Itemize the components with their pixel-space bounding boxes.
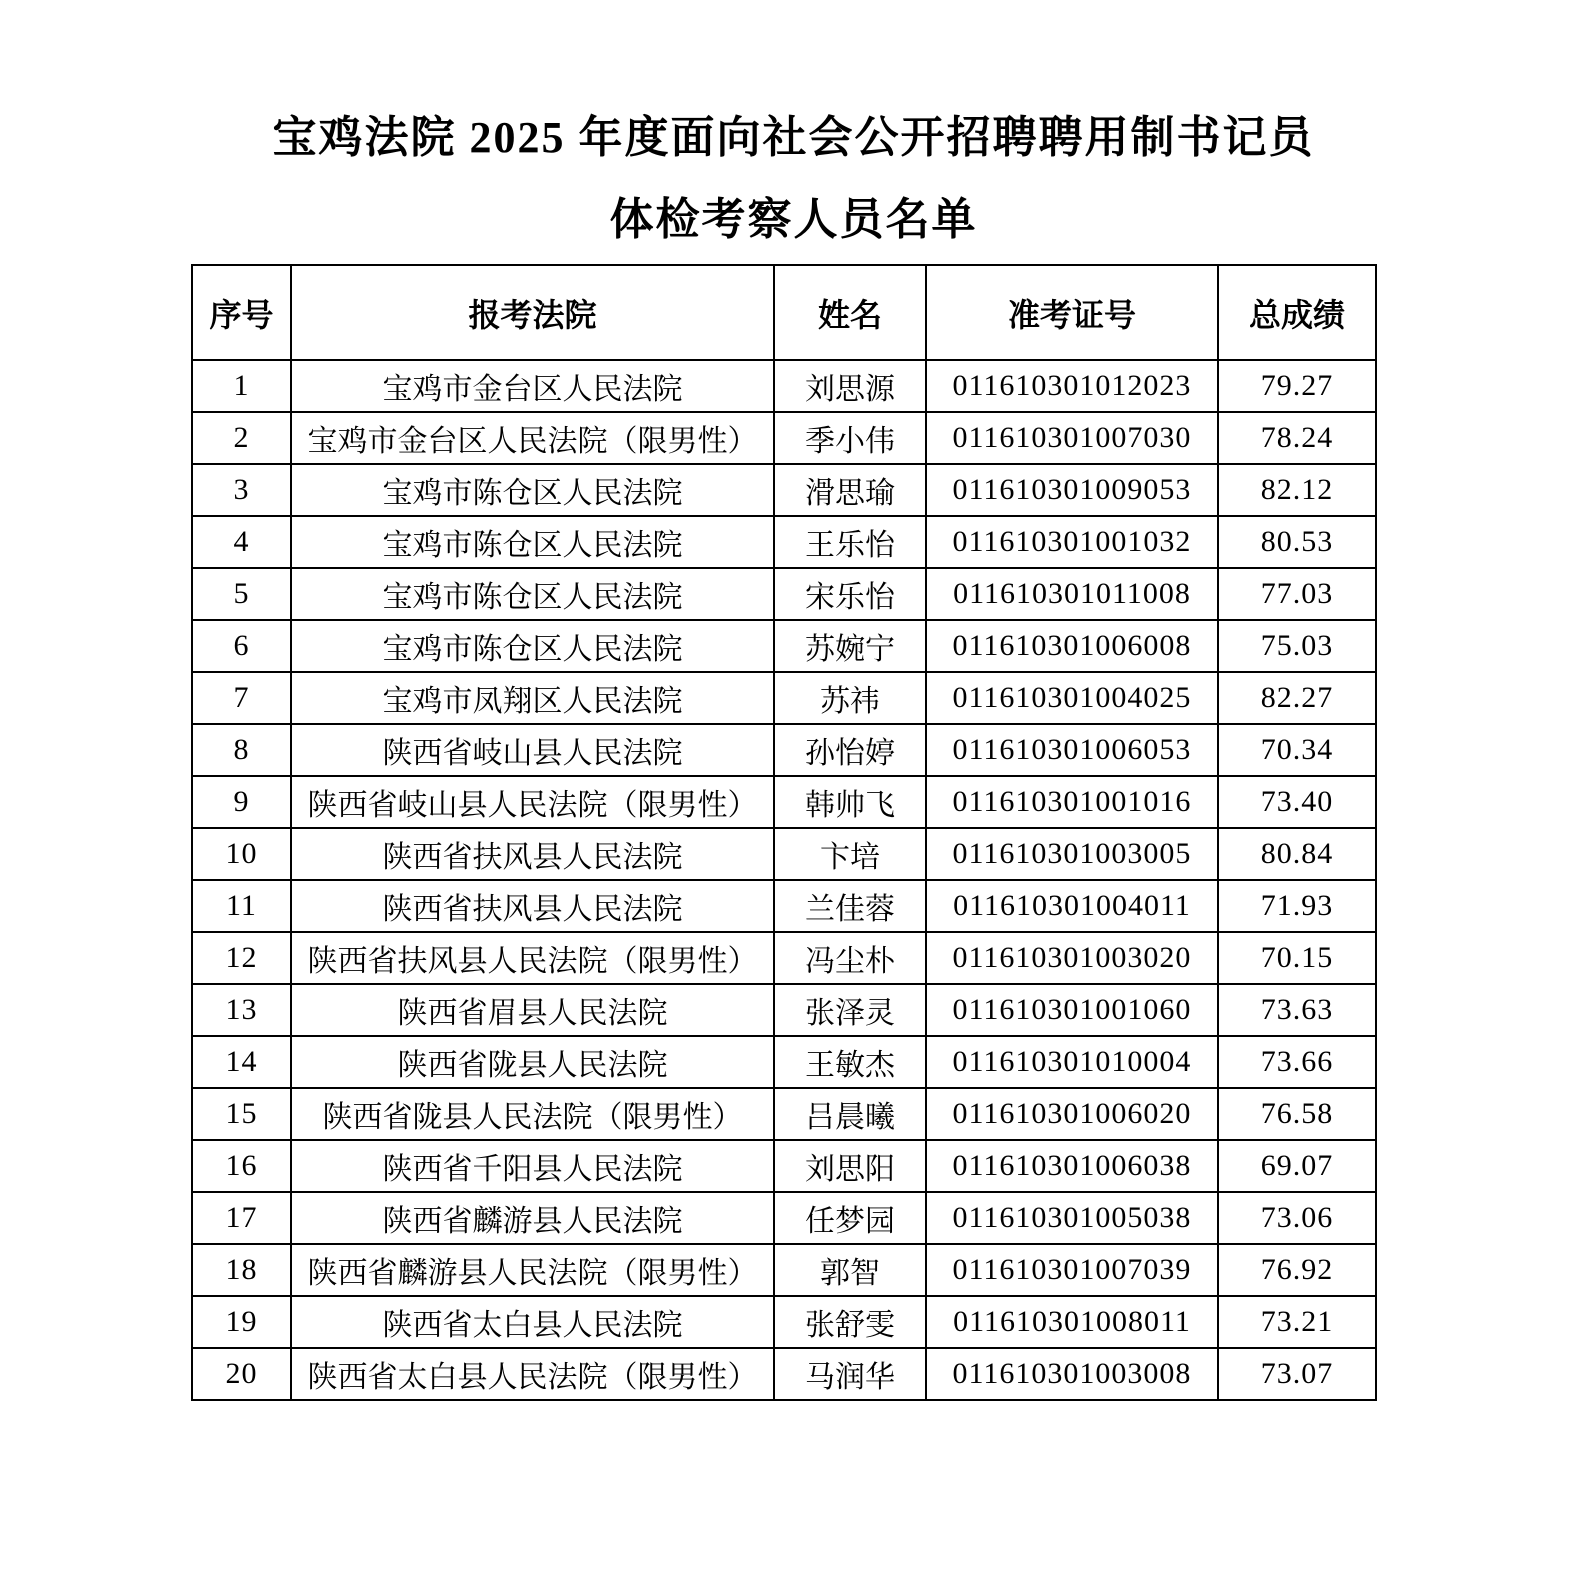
table-cell: 郭智 xyxy=(774,1244,926,1296)
table-cell: 011610301012023 xyxy=(926,360,1218,412)
table-cell: 苏婉宁 xyxy=(774,620,926,672)
table-cell: 76.58 xyxy=(1218,1088,1376,1140)
table-cell: 9 xyxy=(192,776,291,828)
table-cell: 011610301005038 xyxy=(926,1192,1218,1244)
table-row xyxy=(192,620,1376,672)
table-cell: 73.07 xyxy=(1218,1348,1376,1400)
header-row xyxy=(192,265,1376,360)
table-row xyxy=(192,776,1376,828)
table-cell: 刘思源 xyxy=(774,360,926,412)
table-cell: 73.21 xyxy=(1218,1296,1376,1348)
table-cell: 71.93 xyxy=(1218,880,1376,932)
table-cell: 宝鸡市凤翔区人民法院 xyxy=(291,672,774,724)
table-cell: 宝鸡市陈仓区人民法院 xyxy=(291,620,774,672)
table-row xyxy=(192,828,1376,880)
table-cell: 6 xyxy=(192,620,291,672)
table-cell: 吕晨曦 xyxy=(774,1088,926,1140)
table-cell: 宝鸡市陈仓区人民法院 xyxy=(291,568,774,620)
table-cell: 陕西省麟游县人民法院 xyxy=(291,1192,774,1244)
table-cell: 11 xyxy=(192,880,291,932)
table-cell: 19 xyxy=(192,1296,291,1348)
table-row xyxy=(192,984,1376,1036)
header-cell: 姓名 xyxy=(774,265,926,360)
table-cell: 80.84 xyxy=(1218,828,1376,880)
table-cell: 陕西省眉县人民法院 xyxy=(291,984,774,1036)
table-row xyxy=(192,932,1376,984)
title-block xyxy=(0,0,1587,246)
table-cell: 陕西省陇县人民法院（限男性） xyxy=(291,1088,774,1140)
table-cell: 陕西省太白县人民法院 xyxy=(291,1296,774,1348)
table-cell: 011610301007030 xyxy=(926,412,1218,464)
table-cell: 陕西省扶风县人民法院（限男性） xyxy=(291,932,774,984)
table-cell: 73.63 xyxy=(1218,984,1376,1036)
table-row xyxy=(192,880,1376,932)
table-cell: 孙怡婷 xyxy=(774,724,926,776)
table-cell: 陕西省扶风县人民法院 xyxy=(291,828,774,880)
table-cell: 陕西省太白县人民法院（限男性） xyxy=(291,1348,774,1400)
table-cell: 73.66 xyxy=(1218,1036,1376,1088)
table-cell: 82.12 xyxy=(1218,464,1376,516)
table-cell: 宝鸡市陈仓区人民法院 xyxy=(291,516,774,568)
table-cell: 16 xyxy=(192,1140,291,1192)
header-cell: 报考法院 xyxy=(291,265,774,360)
table-row xyxy=(192,1140,1376,1192)
table-cell: 70.34 xyxy=(1218,724,1376,776)
table-cell: 75.03 xyxy=(1218,620,1376,672)
table-cell: 011610301001016 xyxy=(926,776,1218,828)
table-row xyxy=(192,1244,1376,1296)
table-cell: 2 xyxy=(192,412,291,464)
table-row xyxy=(192,516,1376,568)
table-body xyxy=(192,360,1376,1400)
table-cell: 宝鸡市陈仓区人民法院 xyxy=(291,464,774,516)
table-cell: 011610301001032 xyxy=(926,516,1218,568)
table-cell: 011610301008011 xyxy=(926,1296,1218,1348)
table-cell: 刘思阳 xyxy=(774,1140,926,1192)
table-row xyxy=(192,1088,1376,1140)
table-cell: 陕西省麟游县人民法院（限男性） xyxy=(291,1244,774,1296)
table-cell: 张舒雯 xyxy=(774,1296,926,1348)
table-row xyxy=(192,1036,1376,1088)
table-cell: 卞培 xyxy=(774,828,926,880)
table-cell: 陕西省千阳县人民法院 xyxy=(291,1140,774,1192)
table-cell: 011610301003020 xyxy=(926,932,1218,984)
table-cell: 20 xyxy=(192,1348,291,1400)
table-cell: 70.15 xyxy=(1218,932,1376,984)
table-cell: 陕西省岐山县人民法院（限男性） xyxy=(291,776,774,828)
table-cell: 滑思瑜 xyxy=(774,464,926,516)
table-cell: 1 xyxy=(192,360,291,412)
table-cell: 3 xyxy=(192,464,291,516)
table-cell: 011610301006038 xyxy=(926,1140,1218,1192)
table-row xyxy=(192,672,1376,724)
table-row xyxy=(192,464,1376,516)
document-title-line2: 体检考察人员名单 xyxy=(609,195,978,244)
table-cell: 15 xyxy=(192,1088,291,1140)
table-row xyxy=(192,724,1376,776)
table-cell: 18 xyxy=(192,1244,291,1296)
table-cell: 17 xyxy=(192,1192,291,1244)
table-cell: 77.03 xyxy=(1218,568,1376,620)
table-cell: 78.24 xyxy=(1218,412,1376,464)
table-cell: 冯尘朴 xyxy=(774,932,926,984)
table-cell: 011610301004025 xyxy=(926,672,1218,724)
table-cell: 韩帅飞 xyxy=(774,776,926,828)
table-cell: 14 xyxy=(192,1036,291,1088)
table-cell: 宝鸡市金台区人民法院（限男性） xyxy=(291,412,774,464)
table-cell: 79.27 xyxy=(1218,360,1376,412)
table-cell: 王敏杰 xyxy=(774,1036,926,1088)
table-cell: 任梦园 xyxy=(774,1192,926,1244)
table-cell: 宋乐怡 xyxy=(774,568,926,620)
table-cell: 宝鸡市金台区人民法院 xyxy=(291,360,774,412)
table-cell: 兰佳蓉 xyxy=(774,880,926,932)
header-cell: 总成绩 xyxy=(1218,265,1376,360)
table-cell: 82.27 xyxy=(1218,672,1376,724)
table-cell: 陕西省扶风县人民法院 xyxy=(291,880,774,932)
table-cell: 马润华 xyxy=(774,1348,926,1400)
table-cell: 011610301006020 xyxy=(926,1088,1218,1140)
table-cell: 5 xyxy=(192,568,291,620)
table-cell: 011610301009053 xyxy=(926,464,1218,516)
table-cell: 69.07 xyxy=(1218,1140,1376,1192)
table-row xyxy=(192,1296,1376,1348)
table-row xyxy=(192,360,1376,412)
table-cell: 011610301011008 xyxy=(926,568,1218,620)
table-row xyxy=(192,568,1376,620)
table-cell: 011610301001060 xyxy=(926,984,1218,1036)
table-cell: 73.40 xyxy=(1218,776,1376,828)
table-cell: 张泽灵 xyxy=(774,984,926,1036)
table-cell: 陕西省岐山县人民法院 xyxy=(291,724,774,776)
table-cell: 王乐怡 xyxy=(774,516,926,568)
table-cell: 011610301010004 xyxy=(926,1036,1218,1088)
table-cell: 8 xyxy=(192,724,291,776)
table-cell: 011610301006053 xyxy=(926,724,1218,776)
header-cell: 序号 xyxy=(192,265,291,360)
table-row xyxy=(192,412,1376,464)
table-cell: 12 xyxy=(192,932,291,984)
table-cell: 011610301006008 xyxy=(926,620,1218,672)
table-cell: 13 xyxy=(192,984,291,1036)
document-title-line1: 宝鸡法院 2025 年度面向社会公开招聘聘用制书记员 xyxy=(272,113,1315,162)
table-cell: 苏祎 xyxy=(774,672,926,724)
table-cell: 011610301007039 xyxy=(926,1244,1218,1296)
table-cell: 季小伟 xyxy=(774,412,926,464)
table-cell: 7 xyxy=(192,672,291,724)
candidates-table xyxy=(191,264,1377,1401)
table-row xyxy=(192,1192,1376,1244)
table-cell: 10 xyxy=(192,828,291,880)
table-row xyxy=(192,1348,1376,1400)
table-cell: 011610301003008 xyxy=(926,1348,1218,1400)
table-cell: 011610301003005 xyxy=(926,828,1218,880)
table-cell: 73.06 xyxy=(1218,1192,1376,1244)
table-cell: 80.53 xyxy=(1218,516,1376,568)
table-cell: 76.92 xyxy=(1218,1244,1376,1296)
header-cell: 准考证号 xyxy=(926,265,1218,360)
table-cell: 011610301004011 xyxy=(926,880,1218,932)
table-cell: 4 xyxy=(192,516,291,568)
table-cell: 陕西省陇县人民法院 xyxy=(291,1036,774,1088)
